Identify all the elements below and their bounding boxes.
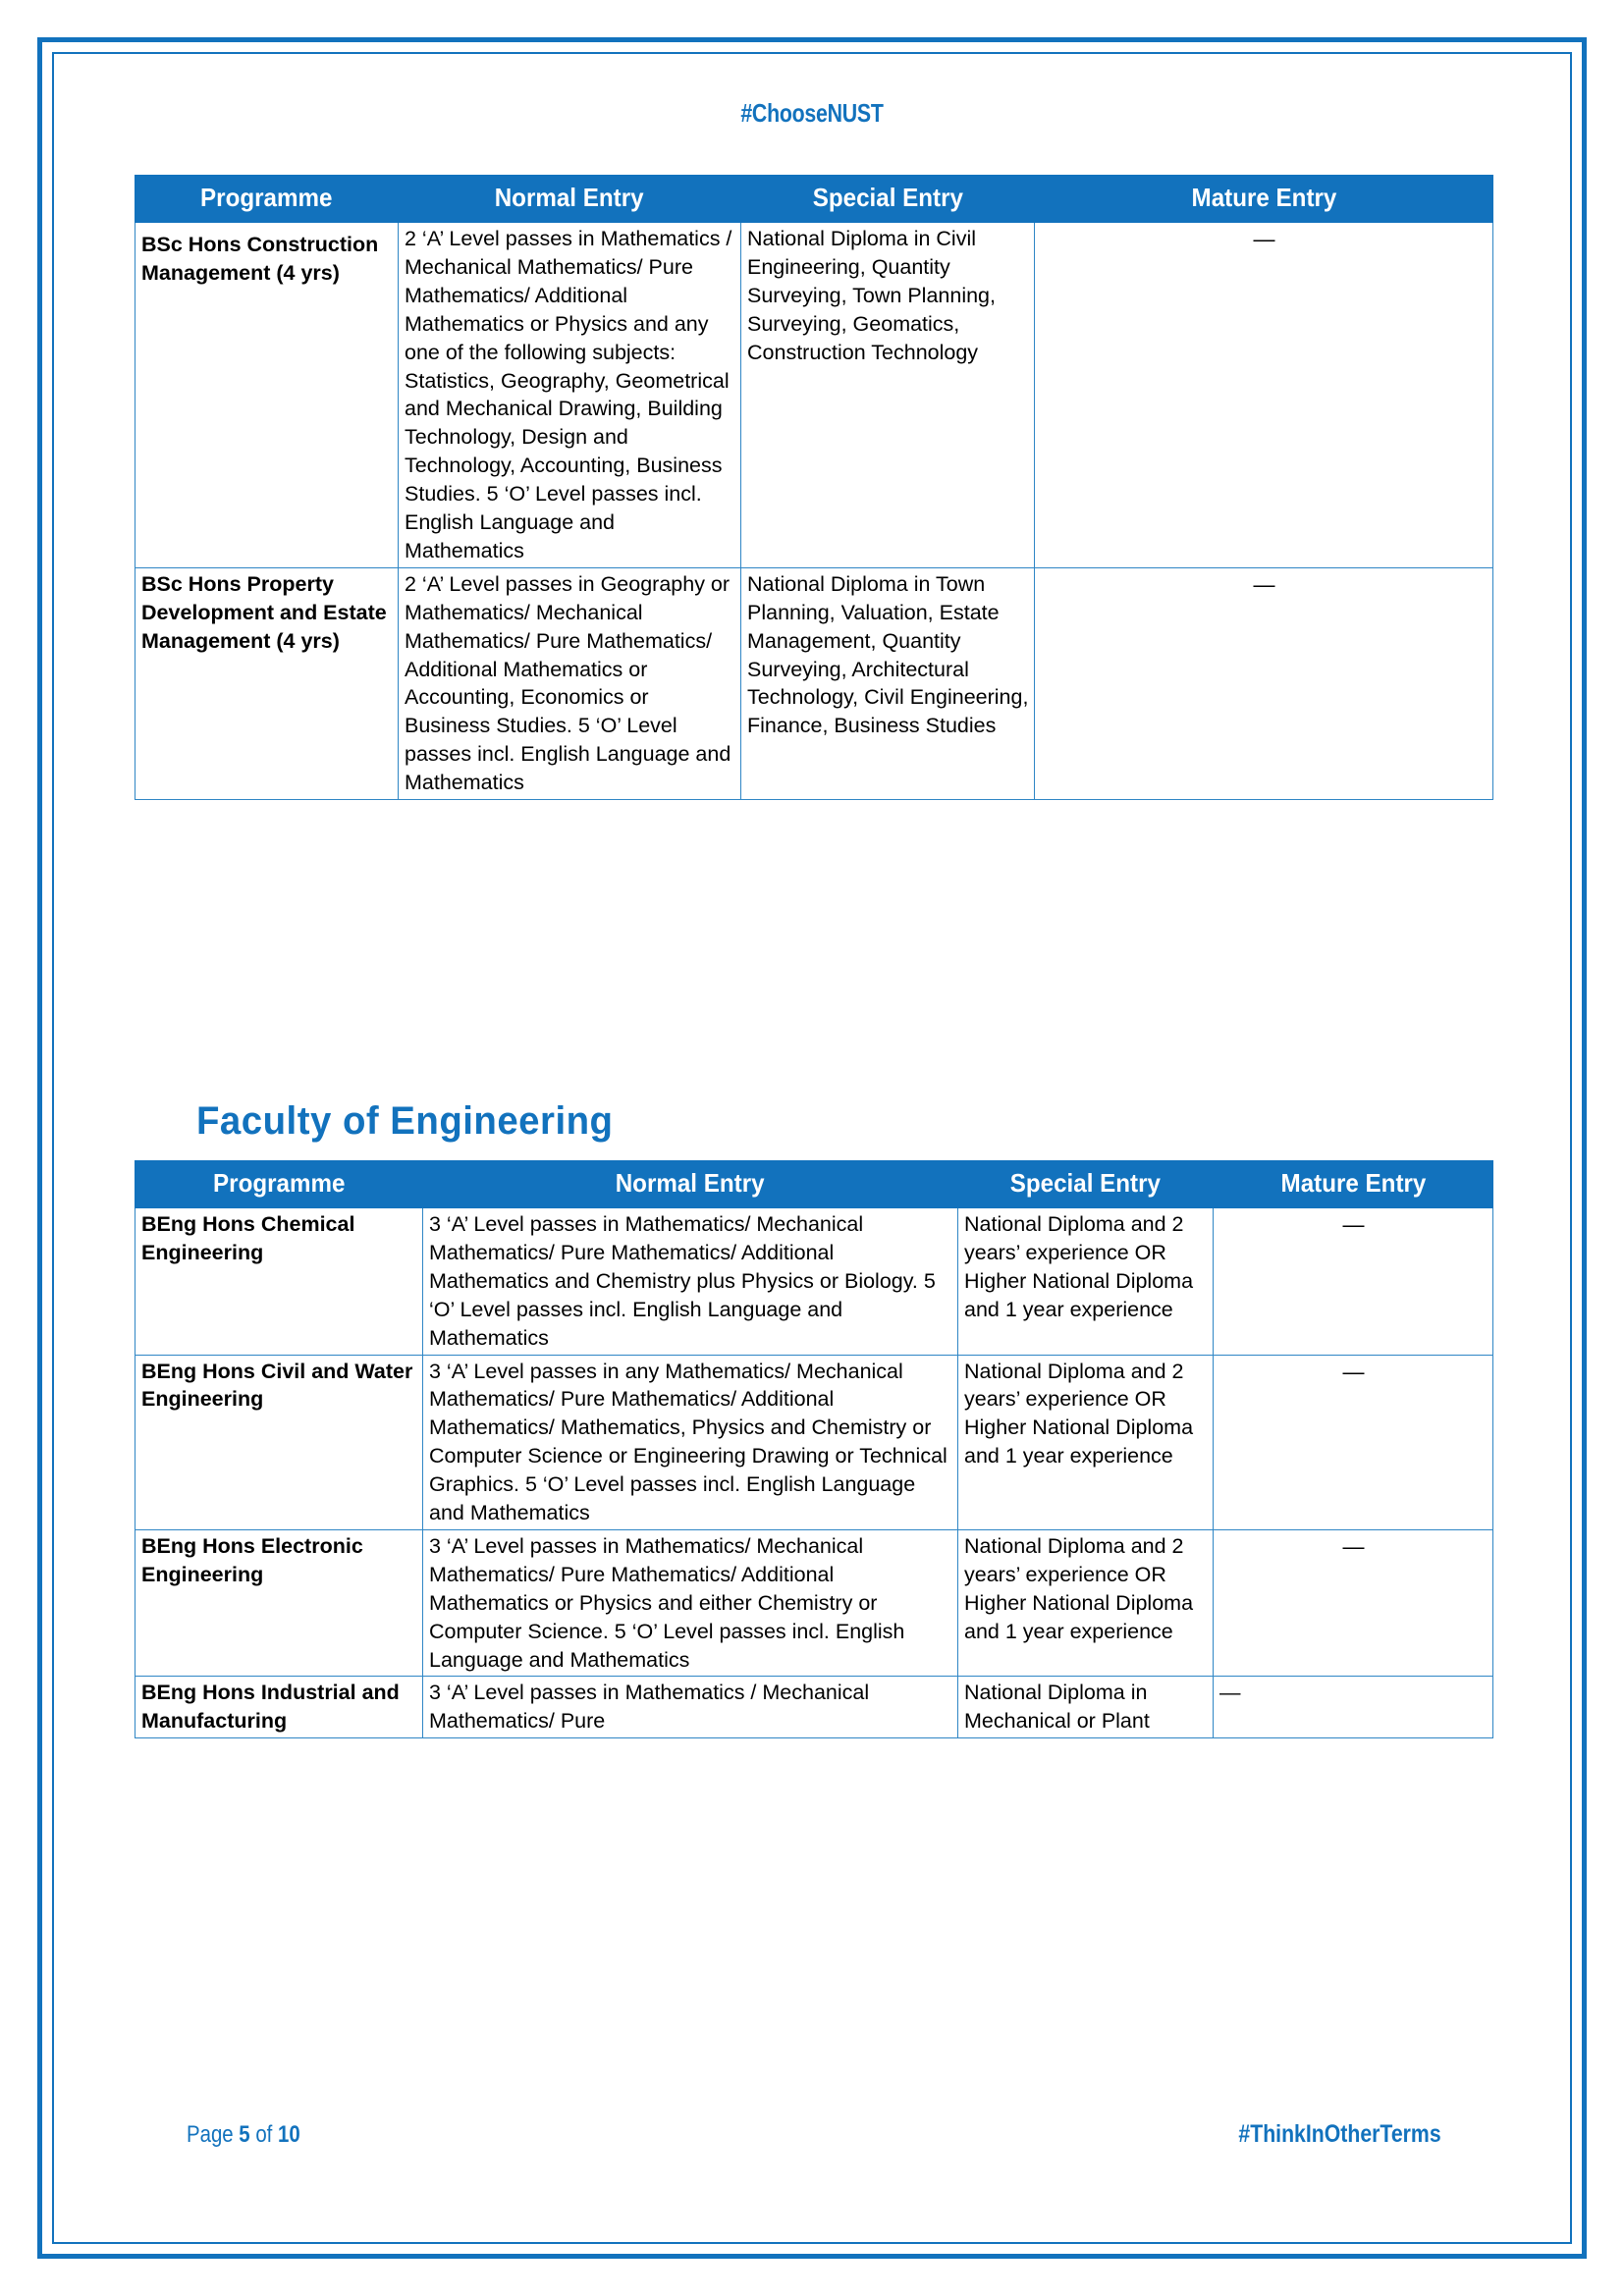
column-header-special-entry (741, 176, 1035, 223)
cell-programme: BSc Hons Construction Management (4 yrs) (135, 222, 399, 567)
column-header-programme (135, 176, 399, 223)
cell-mature-entry: — (1214, 1677, 1493, 1738)
column-header-programme (135, 1161, 423, 1208)
column-header-normal-entry-label: Normal Entry (495, 183, 644, 212)
cell-mature-entry: — (1214, 1207, 1493, 1355)
programmes-table-engineering (135, 1160, 1493, 1738)
footer-total-pages: 10 (278, 2121, 300, 2148)
cell-mature-entry: — (1214, 1529, 1493, 1677)
cell-special-entry: National Diploma and 2 years’ experience OR Higher National Diploma and 1 year experience (958, 1355, 1214, 1529)
column-header-mature-entry (1035, 176, 1493, 223)
cell-normal-entry: 2 ‘A’ Level passes in Geography or Mathematics/ Mechanical Mathematics/ Pure Mathematics/ Additional Mathematics or Accounting, Economics or Business Studies. 5 ‘O’ Level passes incl. English Language and Mathematics (399, 567, 741, 799)
table-header-row (135, 176, 1493, 223)
cell-normal-entry: 3 ‘A’ Level passes in Mathematics / Mechanical Mathematics/ Pure (423, 1677, 958, 1738)
column-header-mature-entry-label: Mature Entry (1191, 183, 1336, 212)
cell-programme: BEng Hons Industrial and Manufacturing (135, 1677, 423, 1738)
cell-special-entry: National Diploma in Town Planning, Valuation, Estate Management, Quantity Surveying, Architectural Technology, Civil Engineering, Finance, Business Studies (741, 567, 1035, 799)
footer-page-indicator (187, 2121, 300, 2149)
table-row (135, 567, 1493, 799)
column-header-special-entry (958, 1161, 1214, 1208)
cell-mature-entry: — (1035, 222, 1493, 567)
cell-mature-entry: — (1035, 567, 1493, 799)
table-row (135, 1207, 1493, 1355)
cell-programme: BEng Hons Civil and Water Engineering (135, 1355, 423, 1529)
table-row (135, 1529, 1493, 1677)
table-row-partial (135, 1677, 1493, 1738)
cell-normal-entry: 2 ‘A’ Level passes in Mathematics / Mechanical Mathematics/ Pure Mathematics/ Additional Mathematics or Physics and any one of the following subjects: Statistics, Geography, Geometrical and Mechanical Drawing, Building Technology, Design and Technology, Accounting, Business Studies. 5 ‘O’ Level passes incl. English Language and Mathematics (399, 222, 741, 567)
column-header-programme-label: Programme (212, 1168, 346, 1198)
header-hashtag: #ChooseNUST (740, 98, 884, 128)
footer-page-middle: of (249, 2121, 279, 2148)
column-header-special-entry-label: Special Entry (1009, 1168, 1162, 1198)
cell-normal-entry: 3 ‘A’ Level passes in Mathematics/ Mechanical Mathematics/ Pure Mathematics/ Additional Mathematics and Chemistry plus Physics or Biology. 5 ‘O’ Level passes incl. English Language and Mathematics (423, 1207, 958, 1355)
table-row (135, 222, 1493, 567)
cell-normal-entry: 3 ‘A’ Level passes in any Mathematics/ Mechanical Mathematics/ Pure Mathematics/ Additional Mathematics/ Mathematics, Physics and Chemistry or Computer Science or Engineering Drawing or Technical Graphics. 5 ‘O’ Level passes incl. English Language and Mathematics (423, 1355, 958, 1529)
cell-mature-entry: — (1214, 1355, 1493, 1529)
cell-normal-entry: 3 ‘A’ Level passes in Mathematics/ Mechanical Mathematics/ Pure Mathematics/ Additional Mathematics or Physics and either Chemistry or Computer Science. 5 ‘O’ Level passes incl. English Language and Mathematics (423, 1529, 958, 1677)
programmes-table-built-environment (135, 175, 1493, 800)
cell-programme: BEng Hons Chemical Engineering (135, 1207, 423, 1355)
column-header-special-entry-label: Special Entry (812, 183, 963, 212)
footer-hashtag: #ThinkInOtherTerms (1238, 2120, 1441, 2148)
cell-special-entry: National Diploma and 2 years’ experience OR Higher National Diploma and 1 year experience (958, 1207, 1214, 1355)
cell-special-entry: National Diploma in Mechanical or Plant (958, 1677, 1214, 1738)
column-header-programme-label: Programme (200, 183, 333, 212)
column-header-normal-entry-label: Normal Entry (616, 1168, 765, 1198)
cell-programme: BEng Hons Electronic Engineering (135, 1529, 423, 1677)
column-header-normal-entry (423, 1161, 958, 1208)
cell-special-entry: National Diploma and 2 years’ experience OR Higher National Diploma and 1 year experience (958, 1529, 1214, 1677)
column-header-mature-entry (1214, 1161, 1493, 1208)
footer-page-number: 5 (239, 2121, 250, 2148)
table-header-row (135, 1161, 1493, 1208)
footer-page-prefix: Page (187, 2121, 240, 2148)
column-header-mature-entry-label: Mature Entry (1280, 1168, 1426, 1198)
cell-programme: BSc Hons Property Development and Estate Management (4 yrs) (135, 567, 399, 799)
column-header-normal-entry (399, 176, 741, 223)
table-row (135, 1355, 1493, 1529)
cell-special-entry: National Diploma in Civil Engineering, Quantity Surveying, Town Planning, Surveying, Geomatics, Construction Technology (741, 222, 1035, 567)
section-heading-faculty-of-engineering: Faculty of Engineering (196, 1099, 614, 1143)
